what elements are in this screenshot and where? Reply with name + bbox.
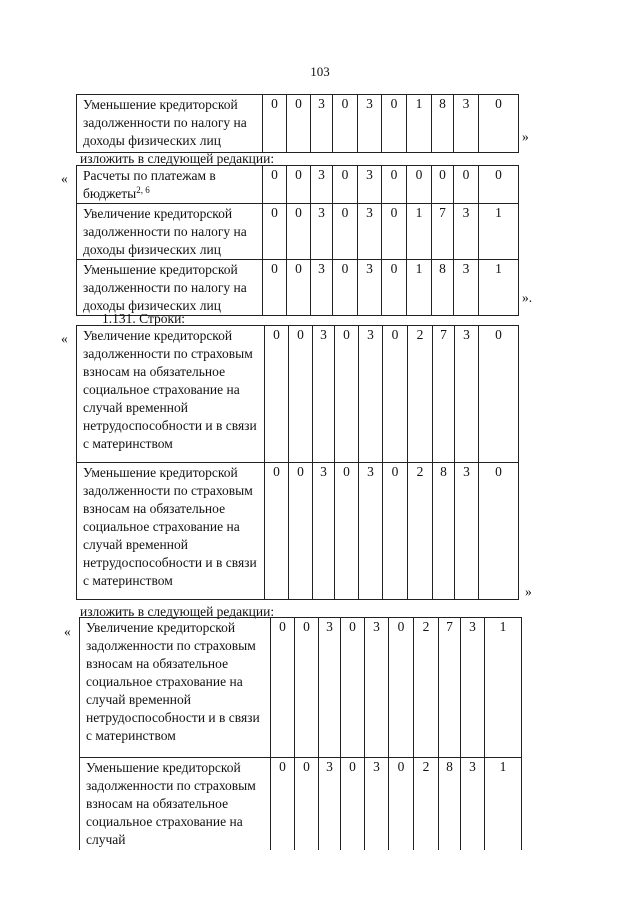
code-digit: 3 <box>319 618 341 758</box>
code-digit: 3 <box>455 326 479 463</box>
code-digit: 0 <box>335 326 359 463</box>
code-digit: 0 <box>383 463 408 600</box>
code-digit: 0 <box>454 166 479 204</box>
code-digit: 0 <box>382 166 407 204</box>
code-digit: 0 <box>263 260 287 316</box>
code-digit: 0 <box>479 95 519 153</box>
code-digit: 3 <box>365 618 389 758</box>
code-digit: 8 <box>439 758 461 850</box>
code-digit: 0 <box>333 95 358 153</box>
code-digit: 3 <box>311 260 333 316</box>
table-row <box>80 758 522 850</box>
open-quote: « <box>61 171 68 186</box>
code-digit: 3 <box>311 166 333 204</box>
code-digit: 0 <box>432 166 454 204</box>
code-digit: 0 <box>341 758 365 850</box>
code-digit: 0 <box>295 618 319 758</box>
code-digit: 3 <box>454 260 479 316</box>
table-block-3 <box>76 325 519 600</box>
code-digit: 0 <box>382 95 407 153</box>
row-name-text: Расчеты по платежам в бюджеты <box>83 168 216 201</box>
code-digit: 0 <box>265 463 289 600</box>
code-digit: 3 <box>455 463 479 600</box>
footnote-ref: 2, 6 <box>136 185 150 195</box>
code-digit: 7 <box>433 326 455 463</box>
code-digit: 0 <box>263 166 287 204</box>
open-quote: « <box>61 331 68 346</box>
code-digit: 0 <box>333 166 358 204</box>
close-quote: » <box>522 129 529 144</box>
code-digit: 2 <box>408 463 433 600</box>
code-digit: 0 <box>287 95 311 153</box>
page-number: 103 <box>310 64 330 79</box>
code-digit: 3 <box>358 95 382 153</box>
row-name: Уменьшение кредиторской задолженности по налогу на доходы физических лиц <box>77 260 263 316</box>
code-digit: 0 <box>263 95 287 153</box>
code-digit: 1 <box>485 758 522 850</box>
row-name: Уменьшение кредиторской задолженности по страховым взносам на обязательное социальное страхование на случай <box>80 758 271 850</box>
code-digit: 7 <box>432 204 454 260</box>
code-digit: 0 <box>287 260 311 316</box>
code-digit: 1 <box>479 260 519 316</box>
code-digit: 3 <box>365 758 389 850</box>
code-digit: 8 <box>432 95 454 153</box>
table-row <box>77 326 519 463</box>
code-digit: 2 <box>414 758 439 850</box>
code-digit: 3 <box>311 95 333 153</box>
code-digit: 1 <box>479 204 519 260</box>
edit-instruction: изложить в следующей редакции: <box>80 604 275 619</box>
close-quote: » <box>525 584 532 599</box>
code-digit: 0 <box>382 260 407 316</box>
code-digit: 0 <box>265 326 289 463</box>
code-digit: 7 <box>439 618 461 758</box>
code-digit: 0 <box>335 463 359 600</box>
code-digit: 0 <box>479 166 519 204</box>
code-digit: 1 <box>485 618 522 758</box>
table-row <box>77 463 519 600</box>
code-digit: 0 <box>479 463 519 600</box>
code-digit: 0 <box>271 618 295 758</box>
table-block-4 <box>79 617 522 850</box>
code-digit: 8 <box>433 463 455 600</box>
code-digit: 3 <box>311 204 333 260</box>
code-digit: 3 <box>358 166 382 204</box>
code-digit: 3 <box>359 463 383 600</box>
open-quote: « <box>64 624 71 639</box>
code-digit: 2 <box>414 618 439 758</box>
item-heading: 1.131. Строки: <box>102 311 186 326</box>
code-digit: 3 <box>319 758 341 850</box>
code-digit: 0 <box>383 326 408 463</box>
table-block-1 <box>76 94 519 153</box>
code-digit: 3 <box>461 758 485 850</box>
code-digit: 0 <box>287 204 311 260</box>
code-digit: 0 <box>287 166 311 204</box>
code-digit: 3 <box>358 204 382 260</box>
code-digit: 3 <box>358 260 382 316</box>
code-digit: 1 <box>407 260 432 316</box>
code-digit: 1 <box>407 95 432 153</box>
code-digit: 0 <box>263 204 287 260</box>
row-name: Уменьшение кредиторской задолженности по страховым взносам на обязательное социальное страхование на случай временной нетрудоспособности и в связи с материнством <box>77 463 265 600</box>
code-digit: 0 <box>382 204 407 260</box>
table-row <box>77 260 519 316</box>
code-digit: 3 <box>454 95 479 153</box>
row-name: Увеличение кредиторской задолженности по страховым взносам на обязательное социальное страхование на случай временной нетрудоспособности и в связи с материнством <box>77 326 265 463</box>
code-digit: 0 <box>289 463 313 600</box>
code-digit: 8 <box>432 260 454 316</box>
code-digit: 3 <box>461 618 485 758</box>
code-digit: 0 <box>289 326 313 463</box>
edit-instruction: изложить в следующей редакции: <box>80 151 275 166</box>
code-digit: 0 <box>295 758 319 850</box>
table-row <box>77 166 519 204</box>
code-digit: 0 <box>479 326 519 463</box>
code-digit: 0 <box>389 758 414 850</box>
code-digit: 0 <box>271 758 295 850</box>
code-digit: 0 <box>407 166 432 204</box>
table-block-2 <box>76 165 519 316</box>
table-row <box>77 204 519 260</box>
code-digit: 2 <box>408 326 433 463</box>
table-row <box>80 618 522 758</box>
code-digit: 0 <box>341 618 365 758</box>
code-digit: 0 <box>389 618 414 758</box>
row-name: Увеличение кредиторской задолженности по страховым взносам на обязательное социальное страхование на случай временной нетрудоспособности и в связи с материнством <box>80 618 271 758</box>
code-digit: 3 <box>359 326 383 463</box>
code-digit: 3 <box>313 326 335 463</box>
row-name <box>77 166 263 204</box>
code-digit: 3 <box>313 463 335 600</box>
row-name: Уменьшение кредиторской задолженности по налогу на доходы физических лиц <box>77 95 263 153</box>
code-digit: 1 <box>407 204 432 260</box>
table-row <box>77 95 519 153</box>
code-digit: 0 <box>333 204 358 260</box>
close-quote: ». <box>522 290 533 305</box>
code-digit: 0 <box>333 260 358 316</box>
code-digit: 3 <box>454 204 479 260</box>
row-name: Увеличение кредиторской задолженности по налогу на доходы физических лиц <box>77 204 263 260</box>
